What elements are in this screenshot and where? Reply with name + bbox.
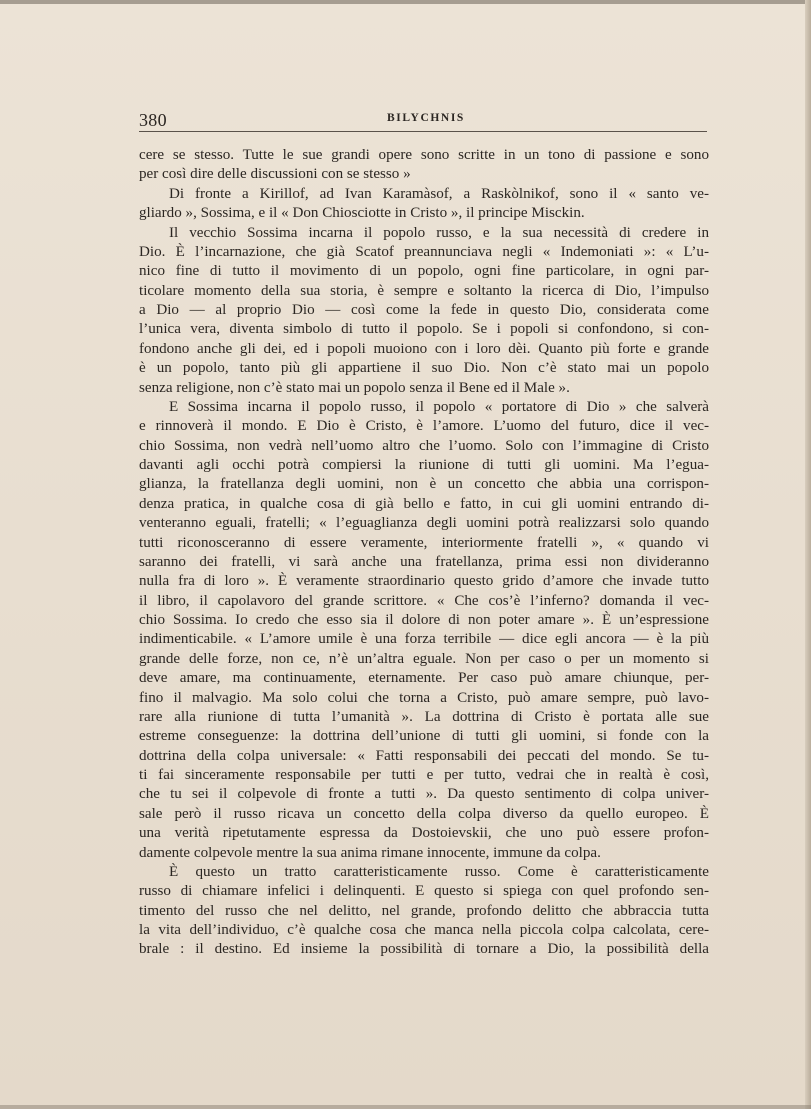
text-line: è un popolo, tanto più gli appartiene il suo Dio. Non c’è stato mai un popolo: [139, 360, 709, 377]
text-line: il libro, il capolavoro del grande scrittore. « Che cos’è l’inferno? domanda il vec-: [139, 592, 709, 609]
text-line: senza religione, non c’è stato mai un popolo senza il Bene ed il Male ».: [139, 379, 570, 396]
text-line: fondono anche gli dei, ed i popoli muoiono con i loro dèi. Quanto più forte e grande: [139, 340, 709, 357]
text-line: indimenticabile. « L’amore umile è una forza terribile — dice egli ancora — è la più: [139, 631, 709, 648]
text-line: fino il malvagio. Ma solo colui che torna a Cristo, può amare sempre, può lavo-: [139, 689, 709, 706]
text-line: saranno dei fratelli, vi sarà anche una fratellanza, prima essi non divideranno: [139, 553, 709, 570]
text-line: e rinnoverà il mondo. E Dio è Cristo, è l’amore. L’uomo del futuro, dice il vec-: [139, 418, 709, 435]
text-line: nulla fra di loro ». È veramente straordinario questo grido d’amore che invade tutto: [139, 573, 709, 590]
text-line: per così dire delle discussioni con se stesso »: [139, 166, 411, 183]
text-line: ticolare momento della sua storia, è sempre e soltanto la ricerca di Dio, l’impulso: [139, 282, 709, 299]
text-line: Di fronte a Kirillof, ad Ivan Karamàsof, a Raskòlnikof, sono il « santo ve-: [169, 185, 709, 202]
text-line: davanti agli occhi potrà compiersi la riunione di tutti gli uomini. Ma l’egua-: [139, 457, 709, 473]
text-line: nico fine di tutto il movimento di un popolo, ogni fine particolare, in ogni par-: [139, 263, 709, 280]
text-line: denza pratica, in qualche cosa di già bello e fatto, in cui gli uomini entrando di-: [139, 495, 709, 512]
text-line: tutti riconosceranno di essere veramente, interiormente fratelli », « quando vi: [139, 534, 709, 551]
text-line: E Sossima incarna il popolo russo, il popolo « portatore di Dio » che salverà: [169, 398, 709, 415]
page-header: [139, 108, 707, 132]
text-line: che tu sei il colpevole di fronte a tutti ». Da questo sentimento di colpa univer-: [139, 786, 709, 803]
text-line: russo di chiamare infelici i delinquenti. E questo si spiega con quel profondo sen-: [139, 883, 709, 900]
text-line: rare alla riunione di tutta l’umanità ». La dottrina di Cristo è portata alle sue: [139, 708, 709, 725]
text-line: glianza, la fratellanza degli uomini, non è un concetto che abbia una corrispon-: [139, 476, 709, 493]
body-text: [139, 146, 709, 960]
text-line: deve amare, ma continuamente, eternamente. Per caso può amare chiunque, per-: [139, 670, 709, 687]
text-line: cere se stesso. Tutte le sue grandi opere sono scritte in un tono di passione e sono: [139, 147, 709, 163]
page-number: 380: [139, 110, 167, 130]
text-line: sale però il russo ricava un concetto della colpa diverso da quello europeo. È: [139, 805, 709, 822]
page-bottom-edge: [0, 1105, 811, 1109]
text-line: È questo un tratto caratteristicamente russo. Come è caratteristicamente: [169, 863, 709, 880]
text-line: chio Sossima, non vedrà nell’uomo altro che l’uomo. Solo con l’immagine di Cristo: [139, 437, 709, 454]
text-line: Il vecchio Sossima incarna il popolo russo, e la sua necessità di credere in: [169, 224, 709, 241]
text-line: gliardo », Sossima, e il « Don Chiosciotte in Cristo », il principe Misckin.: [139, 205, 585, 222]
text-line: la vita dell’individuo, c’è qualche cosa che manca nella piccola colpa calcolata, cere-: [139, 922, 709, 938]
text-line: l’unica vera, diventa simbolo di tutto il popolo. Se i popoli si confondono, si con-: [139, 321, 709, 338]
text-line: brale : il destino. Ed insieme la possibilità di tornare a Dio, la possibilità della: [139, 941, 709, 958]
text-line: estreme conseguenze: la dottrina dell’unione di tutti gli uomini, si fonde con la: [139, 728, 709, 745]
text-line: timento del russo che nel delitto, nel grande, profondo delitto che abbraccia tutta: [139, 902, 709, 919]
text-line: a Dio — al proprio Dio — così come la fede in questo Dio, considerata come: [139, 302, 709, 318]
text-line: Dio. È l’incarnazione, che già Scatof preannunciava negli « Indemoniati »: « L’u-: [139, 243, 709, 260]
text-line: venteranno eguali, fratelli; « l’eguaglianza degli uomini potrà realizzarsi solo quando: [139, 515, 709, 532]
page-top-edge: [0, 0, 811, 4]
text-line: dottrina della colpa universale: « Fatti responsabili dei peccati del mondo. Se tu-: [139, 747, 709, 764]
running-title: BILYCHNIS: [387, 112, 465, 124]
text-line: chio Sossima. Io credo che esso sia il dolore di non poter amare ». È un’espressione: [139, 612, 709, 628]
text-line: ti fai sinceramente responsabile per tutti e per tutto, vedrai che in realtà è così,: [139, 767, 709, 783]
text-line: grande delle forze, non ce, n’è un’altra eguale. Non per caso o per un momento si: [139, 650, 709, 667]
page-right-edge: [805, 0, 811, 1109]
header-rule: [139, 131, 707, 132]
text-line: damente colpevole mentre la sua anima rimane innocente, immune da colpa.: [139, 844, 601, 861]
text-line: una verità ripetutamente espressa da Dostoievskii, che uno può essere profon-: [139, 825, 709, 842]
